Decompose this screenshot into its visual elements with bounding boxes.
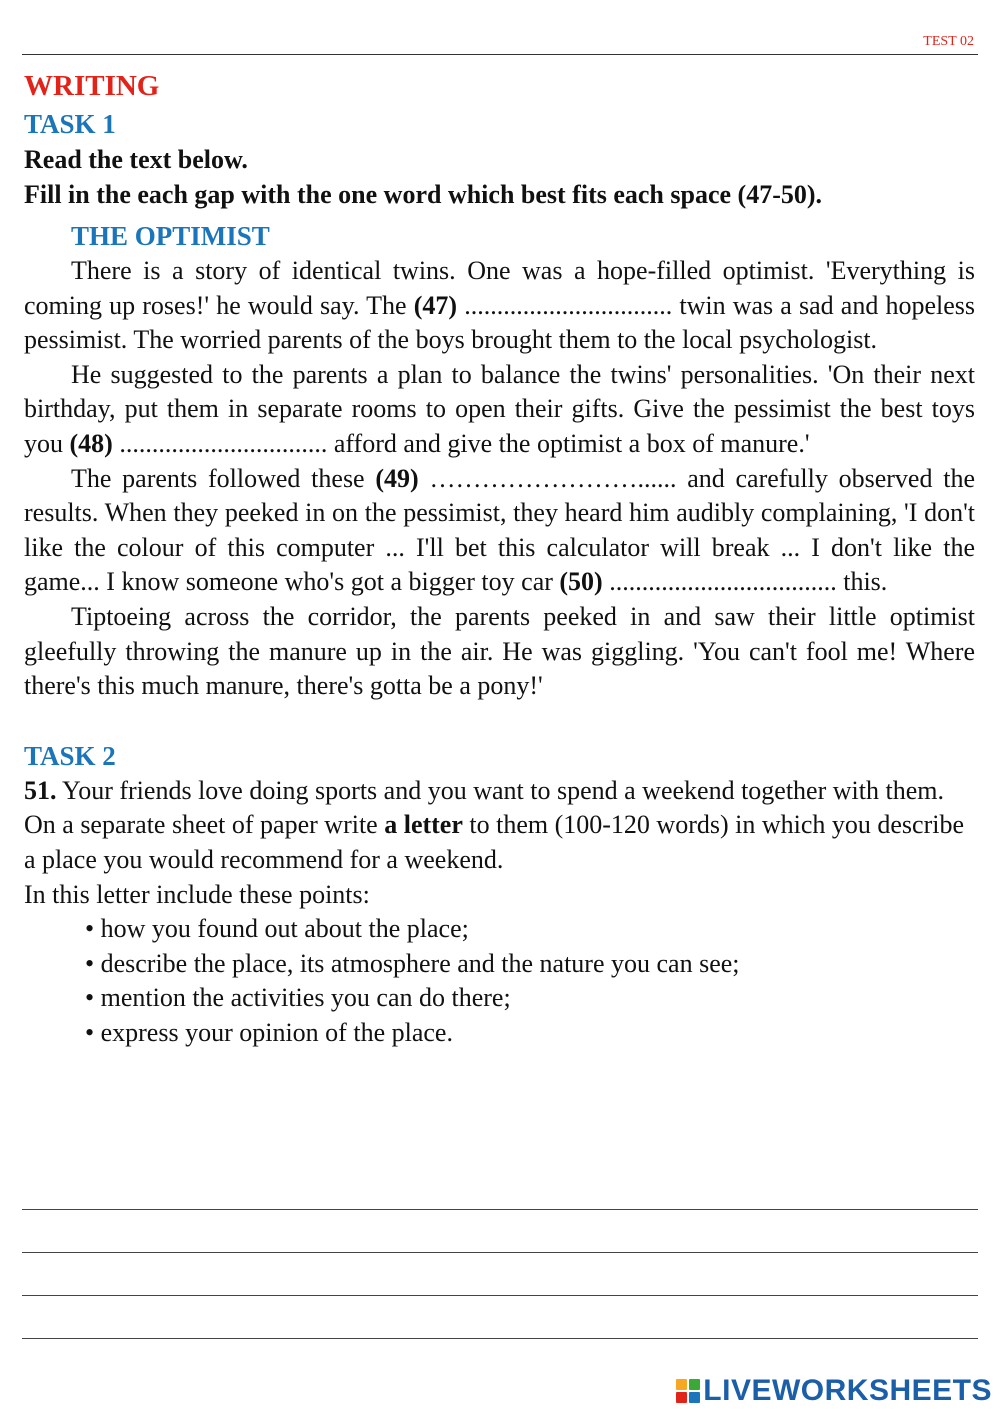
section-title: WRITING — [24, 70, 160, 102]
question-number: 51. — [24, 775, 57, 805]
story-paragraph-3: The parents followed these (49) ……………………...... and carefully observed the results. When they peeked in on the pessimist, they heard him audibly complaining, 'I don't like the colour of this computer ... I'll bet this calculator will break ... I don't like the game... I know someone who's got a bigger toy car (50) ................................... this. — [24, 463, 975, 597]
task2-title: TASK 2 — [24, 740, 116, 771]
gap-48[interactable]: (48) — [69, 428, 113, 458]
point-item: • mention the activities you can do there; — [85, 983, 511, 1013]
point-item: • express your opinion of the place. — [85, 1017, 453, 1047]
task2-points — [24, 912, 975, 1050]
logo-grid-icon — [676, 1379, 700, 1403]
task2-include-line: In this letter include these points: — [24, 879, 370, 909]
writing-line[interactable] — [22, 1209, 978, 1210]
story-title: THE OPTIMIST — [71, 221, 270, 251]
task2-section — [24, 738, 975, 1051]
gap-50[interactable]: (50) — [559, 567, 603, 597]
worksheet-content — [24, 66, 975, 1050]
test-label: TEST 02 — [923, 34, 974, 49]
task2-prompt: 51. Your friends love doing sports and you want to spend a weekend together with them. On a separate sheet of paper write a letter to them (100-120 words) in which you describe a place you would recommend for a weekend. — [24, 775, 965, 874]
logo-text: LIVEWORKSHEETS — [703, 1374, 992, 1407]
task1-title: TASK 1 — [24, 109, 116, 139]
gap-47[interactable]: (47) — [413, 290, 458, 320]
liveworksheets-logo — [676, 1374, 992, 1408]
task1-instruction-fill: Fill in the each gap with the one word which best fits each space (47-50). — [24, 180, 823, 209]
point-item: • how you found out about the place; — [85, 914, 469, 944]
header-rule — [22, 54, 978, 55]
point-item: • describe the place, its atmosphere and the nature you can see; — [85, 948, 740, 978]
task1-instruction-read: Read the text below. — [24, 145, 248, 174]
writing-line[interactable] — [22, 1252, 978, 1253]
story-paragraph-1: There is a story of identical twins. One was a hope-filled optimist. 'Everything is coming up roses!' he would say. The (47) ................................ twin was a sad and hopeless pessimist. The worried parents of the boys brought them to the local psychologist. — [24, 256, 975, 355]
writing-line[interactable] — [22, 1338, 978, 1339]
gap-49[interactable]: (49) — [375, 463, 419, 493]
story-paragraph-4: Tiptoeing across the corridor, the parents peeked in and saw their little optimist gleefully throwing the manure up in the air. He was giggling. 'You can't fool me! Where there's this much manure, there's gotta be a pony!' — [24, 601, 975, 701]
story-paragraph-2: He suggested to the parents a plan to balance the twins' personalities. 'On their next birthday, put them in separate rooms to open their gifts. Give the pessimist the best toys you (48) ................................ afford and give the optimist a box of manure.' — [24, 359, 975, 458]
writing-line[interactable] — [22, 1295, 978, 1296]
